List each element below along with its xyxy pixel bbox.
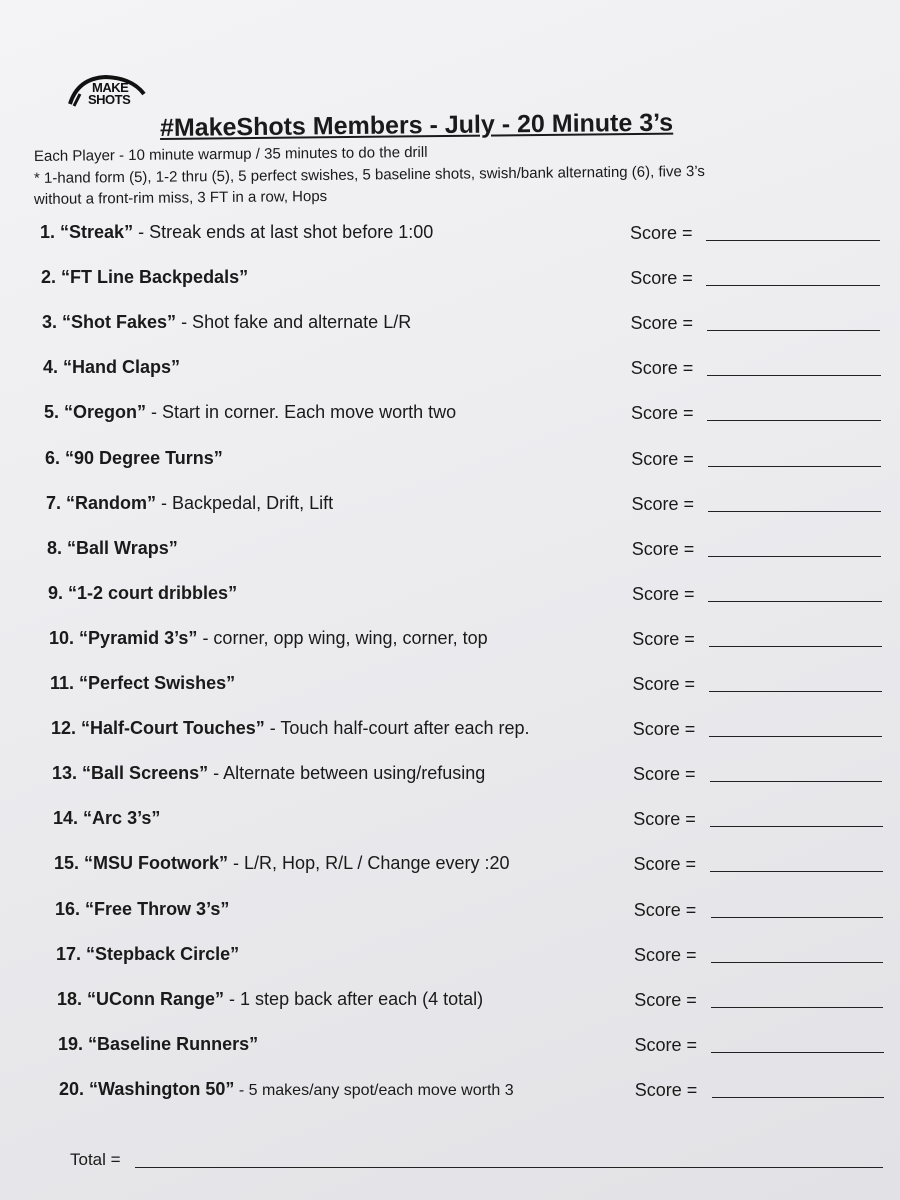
drill-name: “Baseline Runners” xyxy=(88,1033,259,1054)
drill-name: “Ball Wraps” xyxy=(67,537,178,558)
score-label: Score = xyxy=(630,313,694,334)
score-input-line[interactable] xyxy=(711,1052,883,1053)
drill-name: “1-2 court dribbles” xyxy=(68,582,238,603)
drill-number: 8. xyxy=(47,537,63,558)
score-input-line[interactable] xyxy=(708,556,881,557)
drill-number: 15. xyxy=(54,853,80,874)
score-label: Score = xyxy=(632,583,695,604)
drill-name: “Shot Fakes” xyxy=(62,312,177,333)
drill-description: - Shot fake and alternate L/R xyxy=(176,312,412,333)
score-input-line[interactable] xyxy=(712,1097,884,1098)
drill-name: “MSU Footwork” xyxy=(84,853,229,874)
drill-name: “Ball Screens” xyxy=(82,763,209,784)
score-input-line[interactable] xyxy=(707,420,881,421)
drill-number: 13. xyxy=(52,763,78,784)
drill-number: 11. xyxy=(50,673,75,693)
score-label: Score = xyxy=(634,989,697,1010)
drill-name: “Half-Court Touches” xyxy=(81,718,265,739)
score-input-line[interactable] xyxy=(706,240,880,241)
drill-name: “Arc 3’s” xyxy=(83,808,161,829)
drill-item-9 xyxy=(48,583,237,604)
drill-item-7 xyxy=(46,493,333,514)
drill-number: 20. xyxy=(59,1078,85,1099)
score-label: Score = xyxy=(633,854,697,875)
logo-word-shots: SHOTS xyxy=(88,92,131,107)
drill-number: 14. xyxy=(53,808,79,829)
score-label: Score = xyxy=(633,809,696,830)
score-input-line[interactable] xyxy=(708,601,881,602)
drill-number: 18. xyxy=(57,988,83,1009)
drill-number: 17. xyxy=(56,943,82,964)
drill-number: 10. xyxy=(49,627,75,648)
score-input-line[interactable] xyxy=(711,917,884,918)
drill-name: “Free Throw 3’s” xyxy=(85,898,230,919)
score-label: Score = xyxy=(630,358,694,379)
drill-item-8 xyxy=(47,538,178,559)
drill-item-5 xyxy=(44,402,456,423)
score-label: Score = xyxy=(633,764,696,785)
score-input-line[interactable] xyxy=(707,375,881,376)
score-input-line[interactable] xyxy=(711,962,883,963)
score-label: Score = xyxy=(634,1034,698,1055)
drill-description: - Alternate between using/refusing xyxy=(208,763,486,784)
drill-name: “Stepback Circle” xyxy=(86,943,240,964)
drill-description: - corner, opp wing, wing, corner, top xyxy=(197,627,488,648)
drill-name: “90 Degree Turns” xyxy=(65,447,223,468)
score-label: Score = xyxy=(631,493,695,514)
drill-item-10 xyxy=(49,628,488,649)
score-label: Score = xyxy=(634,944,697,965)
logo-word-make: MAKE xyxy=(92,80,129,95)
score-label: Score = xyxy=(632,719,696,740)
score-input-line[interactable] xyxy=(709,736,882,737)
drill-name: “Perfect Swishes” xyxy=(79,673,236,693)
total-input-line[interactable] xyxy=(135,1167,883,1168)
intro-line-2: * 1-hand form (5), 1-2 thru (5), 5 perfect swishes, 5 baseline shots, swish/bank alternating (6), five 3’s xyxy=(33,162,705,187)
intro-line-3: without a front-rim miss, 3 FT in a row, Hops xyxy=(33,187,328,208)
score-input-line[interactable] xyxy=(710,781,883,782)
score-label: Score = xyxy=(632,628,695,649)
drill-item-16 xyxy=(55,899,229,920)
drill-name: “Washington 50” xyxy=(89,1078,235,1099)
drill-name: “Streak” xyxy=(60,222,134,242)
drill-item-13 xyxy=(52,763,485,784)
drill-number: 9. xyxy=(48,582,64,603)
drill-name: “Random” xyxy=(66,492,157,513)
score-label: Score = xyxy=(631,448,694,469)
drill-item-12 xyxy=(51,718,530,739)
drill-number: 1. xyxy=(40,222,56,242)
drill-description: - 5 makes/any spot/each move worth 3 xyxy=(234,1081,514,1099)
score-input-line[interactable] xyxy=(709,691,882,692)
drill-item-17 xyxy=(56,944,239,965)
score-input-line[interactable] xyxy=(709,646,882,647)
score-label: Score = xyxy=(634,1079,698,1100)
drill-name: “Pyramid 3’s” xyxy=(79,627,198,648)
drill-number: 3. xyxy=(42,312,58,333)
drill-item-6 xyxy=(45,448,223,469)
drill-number: 4. xyxy=(43,357,59,378)
drill-name: “Oregon” xyxy=(64,402,147,423)
makeshots-logo xyxy=(66,74,150,110)
drill-item-18 xyxy=(57,989,483,1010)
score-input-line[interactable] xyxy=(711,1007,883,1008)
drill-description: - Backpedal, Drift, Lift xyxy=(156,492,334,513)
score-label: Score = xyxy=(631,538,695,559)
intro-line-1: Each Player - 10 minute warmup / 35 minutes to do the drill xyxy=(33,143,428,165)
score-input-line[interactable] xyxy=(707,330,881,331)
drill-description: - 1 step back after each (4 total) xyxy=(224,988,484,1009)
score-label: Score = xyxy=(630,223,693,243)
drill-item-2 xyxy=(41,267,248,288)
drill-item-1 xyxy=(40,222,433,243)
drill-number: 6. xyxy=(45,447,61,468)
score-label: Score = xyxy=(630,268,693,289)
score-input-line[interactable] xyxy=(710,826,883,827)
drill-item-4 xyxy=(43,357,180,378)
drill-description: - Start in corner. Each move worth two xyxy=(146,402,457,423)
score-input-line[interactable] xyxy=(708,511,881,512)
score-label: Score = xyxy=(633,899,697,920)
drill-number: 16. xyxy=(55,898,81,919)
total-label: Total = xyxy=(70,1150,121,1169)
page-title: #MakeShots Members - July - 20 Minute 3’s xyxy=(159,108,674,142)
drill-item-14 xyxy=(53,808,160,829)
drill-number: 5. xyxy=(44,402,60,423)
drill-item-20 xyxy=(59,1079,514,1100)
drill-name: “UConn Range” xyxy=(87,988,225,1009)
score-input-line[interactable] xyxy=(708,466,882,467)
drill-name: “FT Line Backpedals” xyxy=(61,267,249,288)
drill-number: 19. xyxy=(58,1033,84,1054)
drill-item-11 xyxy=(50,673,235,694)
drill-item-15 xyxy=(54,853,510,874)
drill-item-3 xyxy=(42,312,411,333)
drill-description: - Touch half-court after each rep. xyxy=(264,718,530,739)
drill-description: - Streak ends at last shot before 1:00 xyxy=(133,222,434,242)
drill-description: - L/R, Hop, R/L / Change every :20 xyxy=(228,853,510,874)
drill-number: 7. xyxy=(46,492,62,513)
score-input-line[interactable] xyxy=(706,285,880,286)
score-input-line[interactable] xyxy=(710,871,883,872)
drill-number: 2. xyxy=(41,267,57,288)
drill-item-19 xyxy=(58,1034,258,1055)
score-label: Score = xyxy=(632,674,696,694)
drill-number: 12. xyxy=(51,718,77,739)
score-label: Score = xyxy=(631,403,694,424)
drill-name: “Hand Claps” xyxy=(63,357,181,378)
